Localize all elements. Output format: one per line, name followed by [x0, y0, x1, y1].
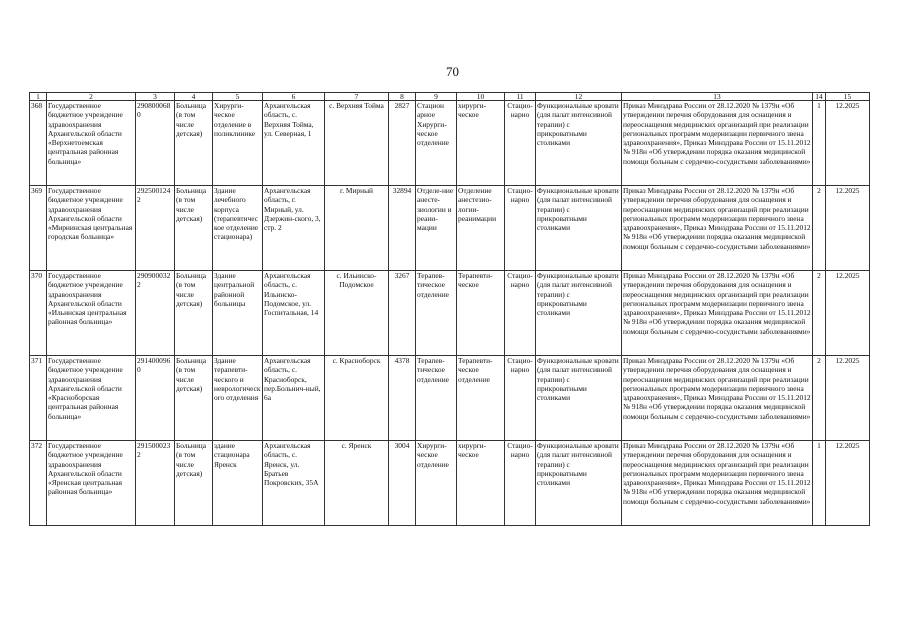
legal-basis: Приказ Минздрава России от 28.12.2020 № 1379н «Об утверждении перечня оборудования для оснащения и переоснащения медицинских организаций при реализации региональных программ модернизации первичного звена здравоохранения», Приказ Минздрава России от 15.11.2012 № 918н «Об утверждении порядка оказания медицинской помощи больным с сердечно-сосудистыми заболеваниями» — [622, 356, 813, 441]
care-conditions: Стацио-нарно — [505, 271, 536, 356]
address: Архангельская область, с. Яренск, ул. Братьев Покровских, 35А — [263, 441, 325, 526]
institution-name: Государственное бюджетное учреждение здравоохранения Архангельской области «Мирнинская центральная городская больница» — [47, 186, 136, 271]
page-number: 70 — [446, 64, 459, 79]
column-number: 10 — [457, 93, 505, 101]
inn: 2914000960 — [136, 356, 175, 441]
profile: хирурги-ческое — [457, 101, 505, 186]
deadline: 12.2025 — [826, 186, 870, 271]
profile: Терапевти-ческое отделение — [457, 356, 505, 441]
population: 3004 — [389, 441, 416, 526]
profile: хирурги-ческое — [457, 441, 505, 526]
column-number: 1 — [30, 93, 47, 101]
settlement: г. Мирный — [325, 186, 389, 271]
quantity: 1 — [813, 101, 826, 186]
inn: 2909000322 — [136, 271, 175, 356]
profile: Отделение анестезио-логии-реанимации — [457, 186, 505, 271]
population: 32894 — [389, 186, 416, 271]
inn: 2915000232 — [136, 441, 175, 526]
department: Отделе-ние анесте-зиологии и реани-мации — [416, 186, 457, 271]
building: Здание терапевти-ческого и неврологического отделения — [213, 356, 263, 441]
institution-name: Государственное бюджетное учреждение здравоохранения Архангельской области «Ильинская центральная районная больница» — [47, 271, 136, 356]
quantity: 2 — [813, 356, 826, 441]
care-conditions: Стацио-нарно — [505, 441, 536, 526]
care-conditions: Стацио-нарно — [505, 101, 536, 186]
population: 4378 — [389, 356, 416, 441]
legal-basis: Приказ Минздрава России от 28.12.2020 № 1379н «Об утверждении перечня оборудования для оснащения и переоснащения медицинских организаций при реализации региональных программ модернизации первичного звена здравоохранения», Приказ Минздрава России от 15.11.2012 № 918н «Об утверждении порядка оказания медицинской помощи больным с сердечно-сосудистыми заболеваниями» — [622, 441, 813, 526]
column-number: 6 — [263, 93, 325, 101]
row-number: 372 — [30, 441, 47, 526]
column-number: 7 — [325, 93, 389, 101]
column-number: 5 — [213, 93, 263, 101]
row-number: 369 — [30, 186, 47, 271]
care-conditions: Стацио-нарно — [505, 356, 536, 441]
profile: Терапевти-ческое — [457, 271, 505, 356]
building: Хирурги-ческое отделение в поликлинике — [213, 101, 263, 186]
department: Терапев-тическое отделение — [416, 356, 457, 441]
deadline: 12.2025 — [826, 441, 870, 526]
table-row — [30, 441, 870, 526]
facility-type: Больница (в том числе детская) — [175, 441, 213, 526]
table-row — [30, 356, 870, 441]
column-number: 2 — [47, 93, 136, 101]
inn: 2908000680 — [136, 101, 175, 186]
column-number: 15 — [826, 93, 870, 101]
facility-type: Больница (в том числе детская) — [175, 186, 213, 271]
settlement: с. Красноборск — [325, 356, 389, 441]
column-number: 9 — [416, 93, 457, 101]
care-conditions: Стацио-нарно — [505, 186, 536, 271]
deadline: 12.2025 — [826, 356, 870, 441]
address: Архангельская область, с. Красноборск, пер.Больнич-ный, 6а — [263, 356, 325, 441]
column-number: 13 — [622, 93, 813, 101]
quantity: 2 — [813, 271, 826, 356]
building: Здание лечебного корпуса (терапевтическое отделение стационара) — [213, 186, 263, 271]
department: Стацион арное Хирурги-ческое отделение — [416, 101, 457, 186]
address: Архангельская область, г. Мирный, ул. Дзержин-ского, 3, стр. 2 — [263, 186, 325, 271]
facility-type: Больница (в том числе детская) — [175, 101, 213, 186]
settlement: с. Ильинско-Подомское — [325, 271, 389, 356]
column-number: 3 — [136, 93, 175, 101]
column-number: 11 — [505, 93, 536, 101]
population: 3267 — [389, 271, 416, 356]
quantity: 2 — [813, 186, 826, 271]
column-number-row — [30, 93, 870, 101]
building: Здание центральной районной больницы — [213, 271, 263, 356]
equipment: Функциональные кровати (для палат интенсивной терапии) с прикроватными столиками — [536, 441, 622, 526]
equipment: Функциональные кровати (для палат интенсивной терапии) с прикроватными столиками — [536, 356, 622, 441]
row-number: 370 — [30, 271, 47, 356]
table-row — [30, 101, 870, 186]
deadline: 12.2025 — [826, 271, 870, 356]
equipment: Функциональные кровати (для палат интенсивной терапии) с прикроватными столиками — [536, 271, 622, 356]
column-number: 12 — [536, 93, 622, 101]
equipment: Функциональные кровати (для палат интенсивной терапии) с прикроватными столиками — [536, 101, 622, 186]
column-number: 4 — [175, 93, 213, 101]
department: Терапев-тическое отделение — [416, 271, 457, 356]
building: здание стационара Яренск — [213, 441, 263, 526]
population: 2827 — [389, 101, 416, 186]
row-number: 371 — [30, 356, 47, 441]
inn: 2925001242 — [136, 186, 175, 271]
settlement: с. Верхняя Тойма — [325, 101, 389, 186]
institution-name: Государственное бюджетное учреждение здравоохранения Архангельской области «Верхнетоемская центральная районная больница» — [47, 101, 136, 186]
deadline: 12.2025 — [826, 101, 870, 186]
facility-type: Больница (в том числе детская) — [175, 271, 213, 356]
institution-name: Государственное бюджетное учреждение здравоохранения Архангельской области «Яренская центральная районная больница» — [47, 441, 136, 526]
table-row — [30, 271, 870, 356]
equipment: Функциональные кровати (для палат интенсивной терапии) с прикроватными столиками — [536, 186, 622, 271]
address: Архангельская область, с. Верхняя Тойма, ул. Северная, 1 — [263, 101, 325, 186]
department: Хирурги-ческое отделение — [416, 441, 457, 526]
institution-name: Государственное бюджетное учреждение здравоохранения Архангельской области «Красноборская центральная районная больница» — [47, 356, 136, 441]
address: Архангельская область, с. Ильинско-Подомское, ул. Госпитальная, 14 — [263, 271, 325, 356]
table-row — [30, 186, 870, 271]
row-number: 368 — [30, 101, 47, 186]
legal-basis: Приказ Минздрава России от 28.12.2020 № 1379н «Об утверждении перечня оборудования для оснащения и переоснащения медицинских организаций при реализации региональных программ модернизации первичного звена здравоохранения», Приказ Минздрава России от 15.11.2012 № 918н «Об утверждении порядка оказания медицинской помощи больным с сердечно-сосудистыми заболеваниями» — [622, 271, 813, 356]
facility-type: Больница (в том числе детская) — [175, 356, 213, 441]
quantity: 1 — [813, 441, 826, 526]
column-number: 14 — [813, 93, 826, 101]
legal-basis: Приказ Минздрава России от 28.12.2020 № 1379н «Об утверждении перечня оборудования для оснащения и переоснащения медицинских организаций при реализации региональных программ модернизации первичного звена здравоохранения», Приказ Минздрава России от 15.11.2012 № 918н «Об утверждении порядка оказания медицинской помощи больным с сердечно-сосудистыми заболеваниями» — [622, 186, 813, 271]
equipment-table — [29, 92, 870, 526]
settlement: с. Яренск — [325, 441, 389, 526]
legal-basis: Приказ Минздрава России от 28.12.2020 № 1379н «Об утверждении перечня оборудования для оснащения и переоснащения медицинских организаций при реализации региональных программ модернизации первичного звена здравоохранения», Приказ Минздрава России от 15.11.2012 № 918н «Об утверждении порядка оказания медицинской помощи больным с сердечно-сосудистыми заболеваниями» — [622, 101, 813, 186]
column-number: 8 — [389, 93, 416, 101]
